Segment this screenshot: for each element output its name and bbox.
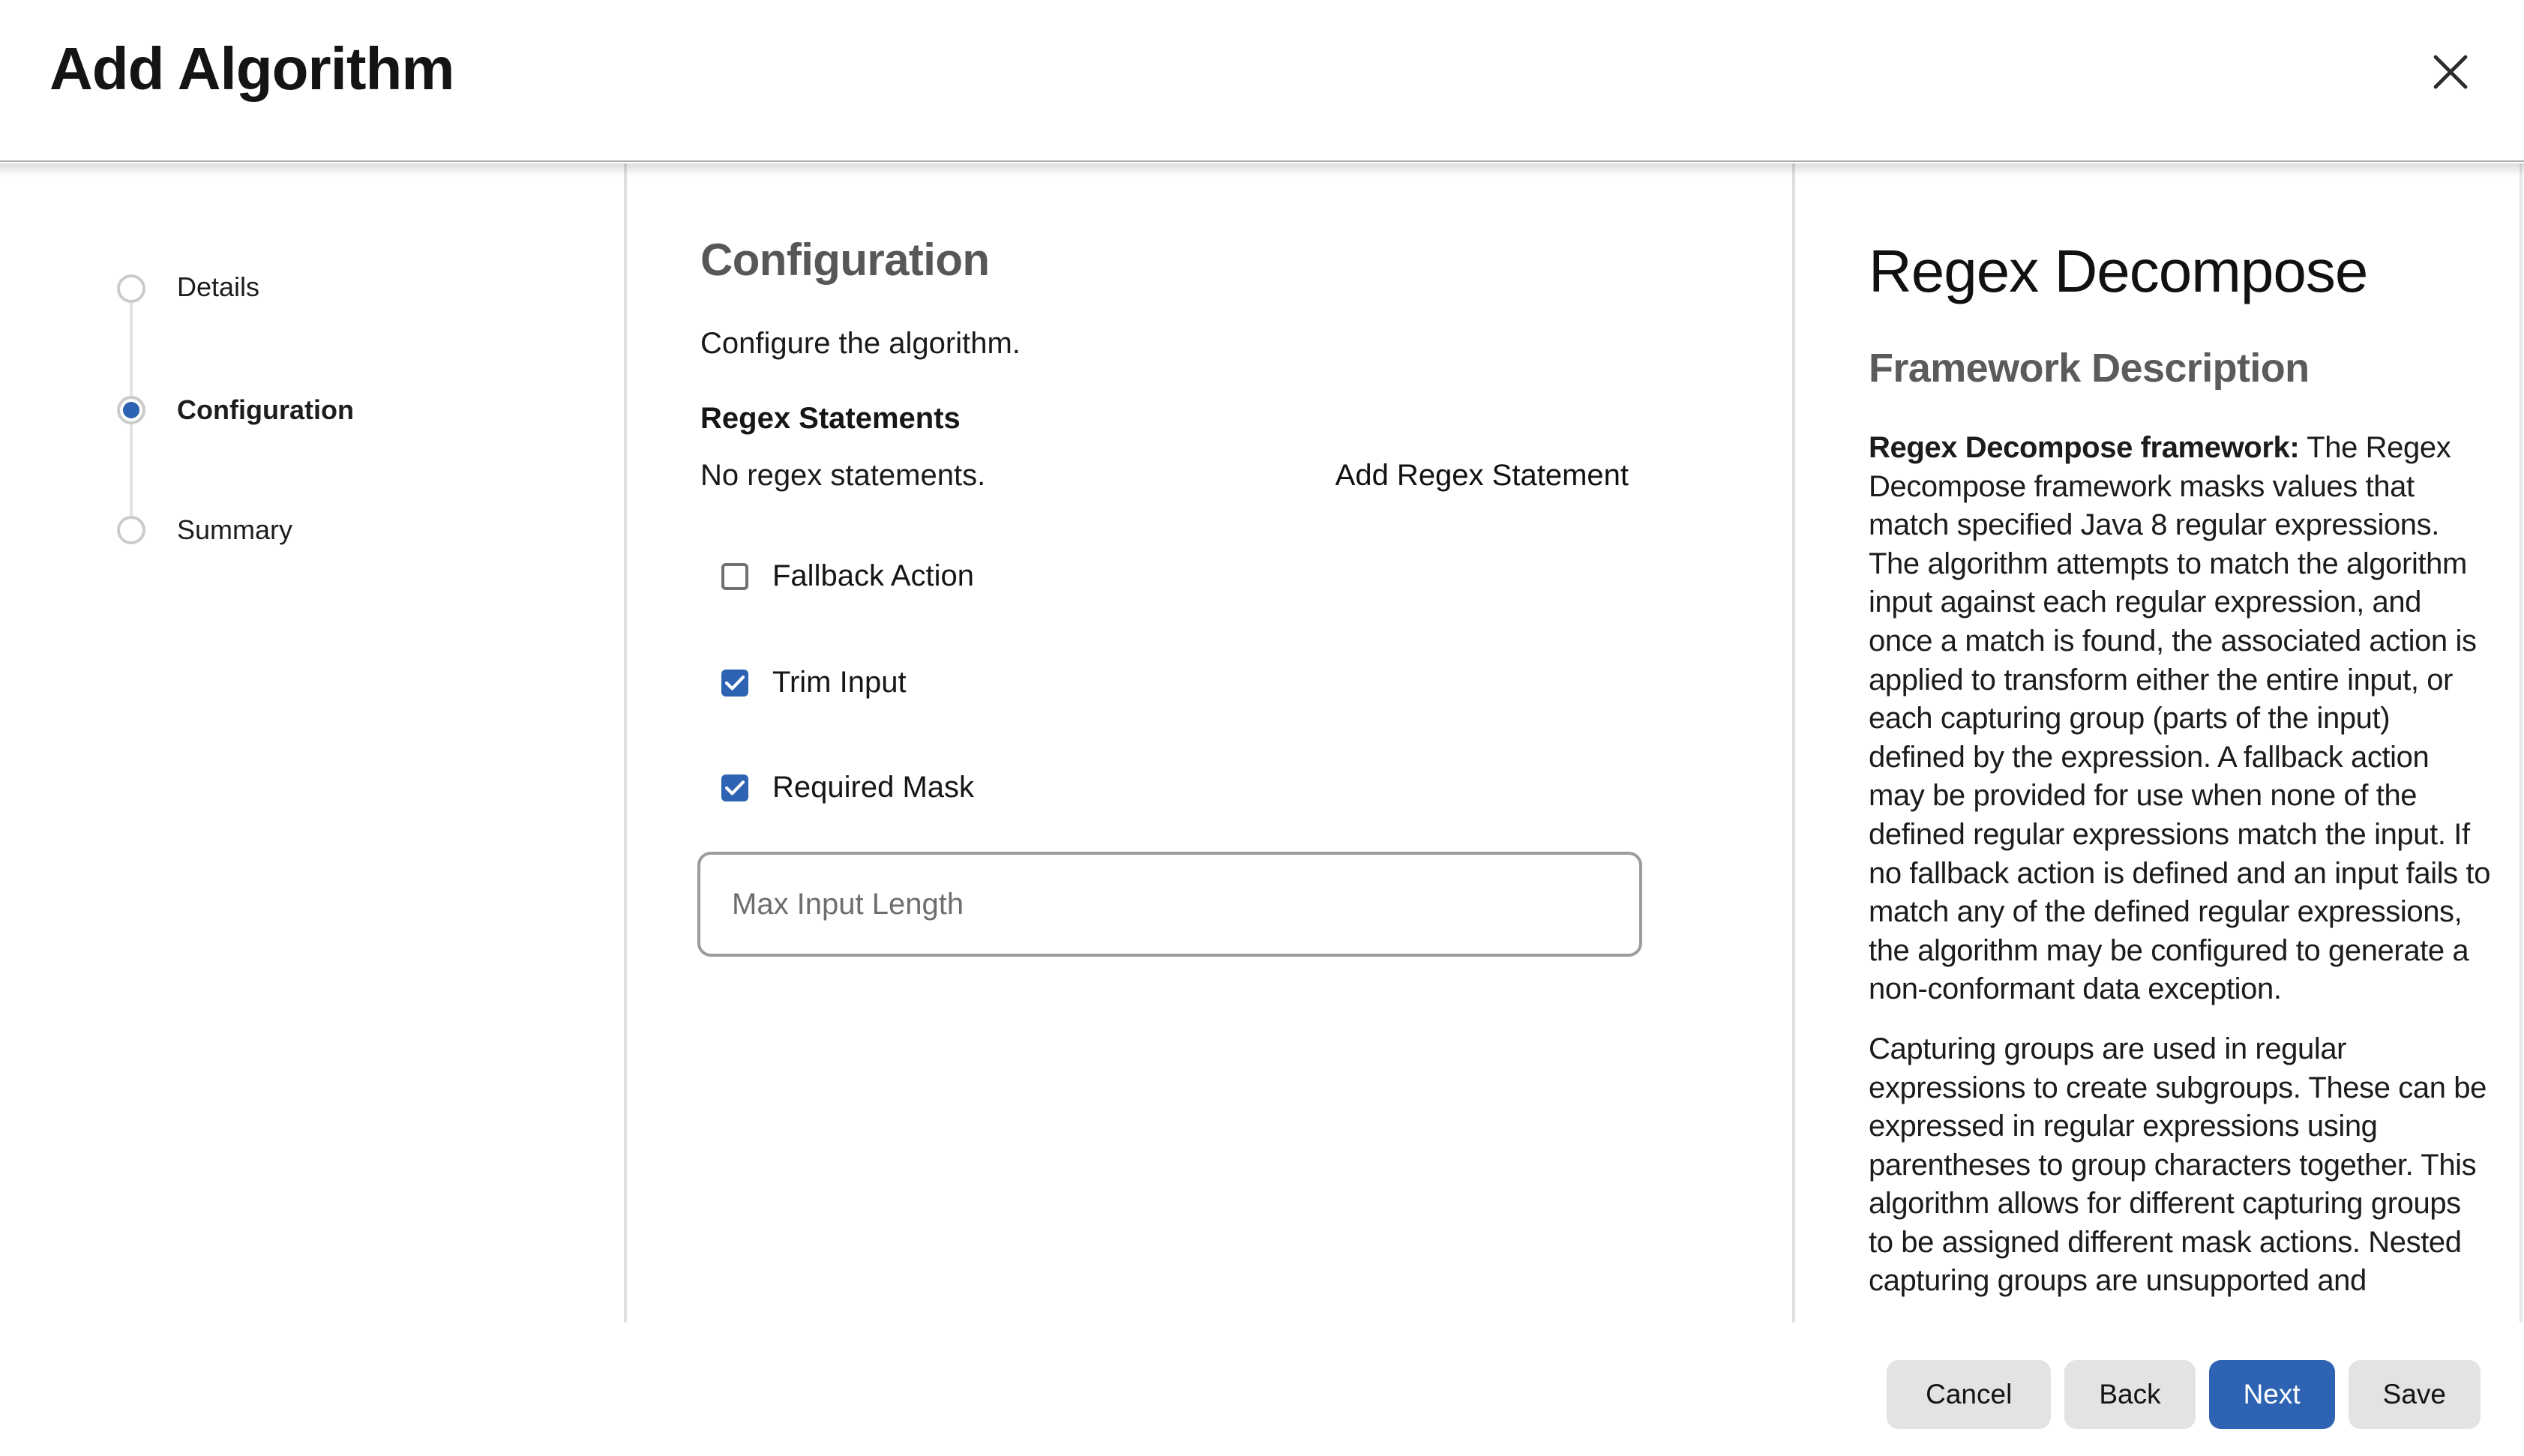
trim-input-checkbox[interactable] — [721, 670, 748, 697]
stepper-panel-divider — [624, 163, 627, 1323]
fallback-action-checkbox[interactable] — [721, 563, 748, 590]
step-circle-summary[interactable] — [117, 516, 145, 544]
step-label-summary[interactable]: Summary — [177, 514, 293, 545]
step-label-details[interactable]: Details — [177, 271, 260, 302]
close-icon — [2428, 49, 2473, 94]
algorithm-name-heading: Regex Decompose — [1869, 238, 2368, 304]
info-panel-divider — [1792, 163, 1795, 1323]
regex-statements-row — [700, 459, 1629, 493]
framework-description-body — [1869, 429, 2493, 1323]
framework-paragraph-1: Regex Decompose framework: The Regex Decompose framework masks values that match specified Java 8 regular expressions. The algorithm attempts to match the algorithm input against each regular expression, and once a match is found, the associated action is applied to transform either the entire input, or each capturing group (parts of the input) defined by the expression. A fallback action may be provided for use when none of the defined regular expressions match the input. If no fallback action is defined and an input fails to match any of the defined regular expressions, the algorithm may be configured to generate a non-conformant data exception. — [1869, 431, 2491, 1006]
regex-statements-title: Regex Statements — [700, 402, 961, 435]
configuration-subtext: Configure the algorithm. — [700, 327, 1021, 360]
required-mask-label: Required Mask — [772, 771, 975, 804]
back-button[interactable]: Back — [2064, 1360, 2195, 1429]
required-mask-row — [721, 771, 974, 804]
header-shadow — [0, 163, 2524, 177]
required-mask-checkbox[interactable] — [721, 774, 748, 801]
step-circle-details[interactable] — [117, 274, 145, 303]
next-button[interactable]: Next — [2209, 1360, 2335, 1429]
step-label-configuration[interactable]: Configuration — [177, 394, 354, 425]
trim-input-row — [721, 666, 907, 700]
fallback-action-row — [721, 559, 974, 593]
regex-empty-text: No regex statements. — [700, 459, 986, 492]
close-button[interactable] — [2425, 46, 2476, 97]
modal-header — [0, 0, 2524, 162]
add-regex-statement-button[interactable]: Add Regex Statement — [1335, 459, 1629, 492]
cancel-button[interactable]: Cancel — [1887, 1360, 2051, 1429]
modal-title: Add Algorithm — [49, 35, 454, 102]
configuration-heading: Configuration — [700, 235, 990, 285]
framework-paragraph-2: Capturing groups are used in regular expressions to create subgroups. These can be expressed in regular expressions using parentheses to group characters together. This algorithm allows for different capturing groups to be assigned different mask actions. Nested capturing groups are unsupported and — [1869, 1032, 2487, 1298]
trim-input-label: Trim Input — [772, 666, 907, 699]
scrollbar-track[interactable] — [2520, 163, 2523, 1323]
framework-paragraph-1-lead: Regex Decompose framework: — [1869, 431, 2300, 464]
step-circle-configuration[interactable] — [117, 396, 145, 424]
fallback-action-label: Fallback Action — [772, 559, 975, 592]
max-input-length-field[interactable] — [697, 852, 1642, 957]
footer-actions — [1887, 1360, 2481, 1429]
save-button[interactable]: Save — [2349, 1360, 2481, 1429]
framework-description-heading: Framework Description — [1869, 346, 2310, 391]
